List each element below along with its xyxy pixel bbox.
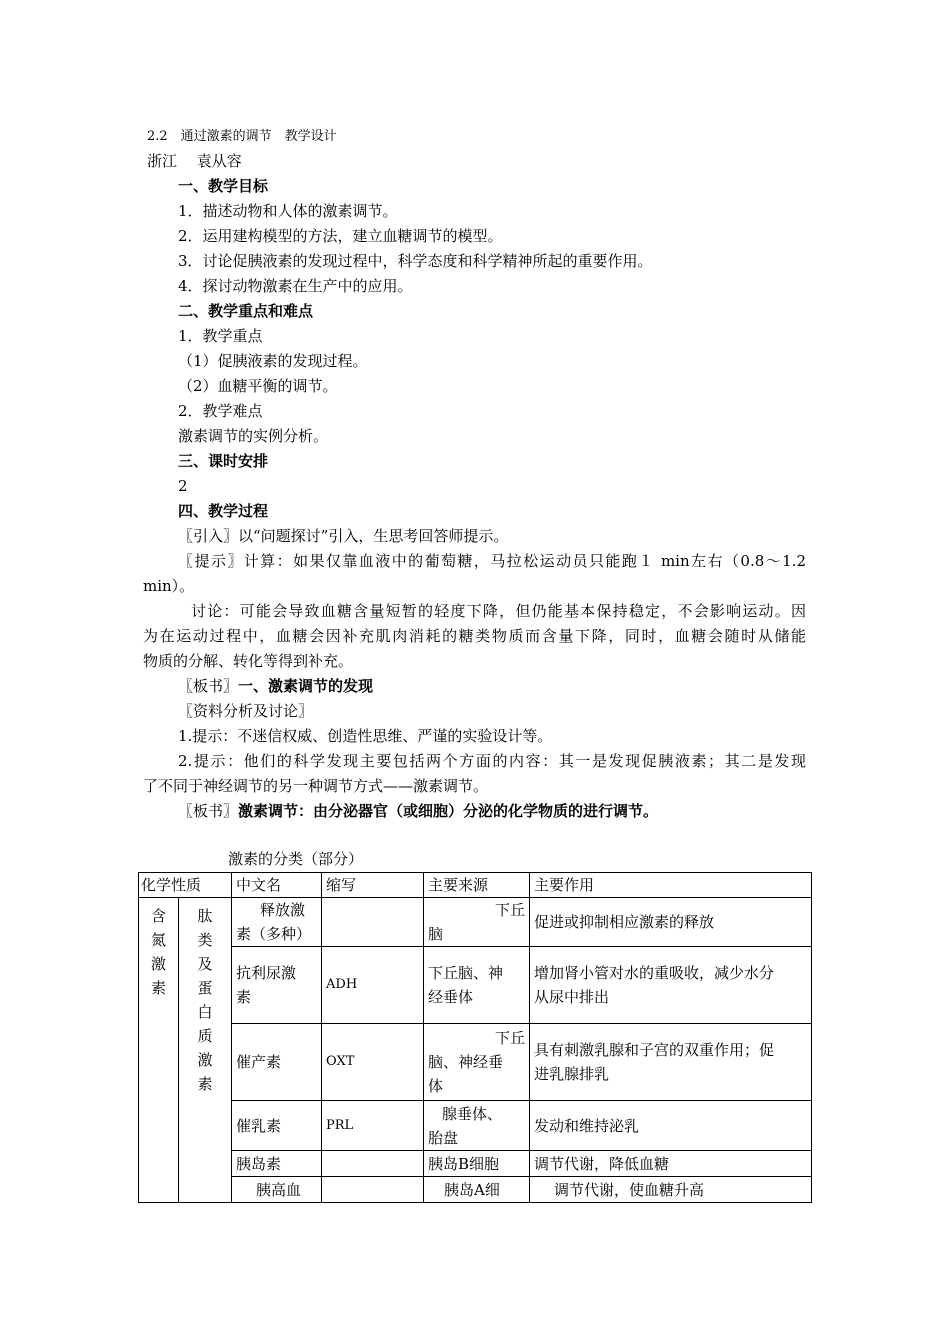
function-cell: 调节代谢，使血糖升高 (530, 1177, 812, 1203)
abbr-cell: PRL (322, 1101, 424, 1151)
goals-heading: 一、教学目标 (178, 177, 269, 195)
function-cell: 调节代谢，降低血糖 (530, 1151, 812, 1177)
hormone-table (138, 872, 812, 1203)
discuss-line: 讨论：可能会导致血糖含量短暂的轻度下降，但仍能基本保持稳定，不会影响运动。因 (191, 602, 806, 620)
group-cell-nitrogen: 含 氮 激 素 (139, 898, 179, 1203)
board-text: 激素调节：由分泌器官（或细胞）分泌的化学物质的进行调节。 (238, 802, 659, 820)
header-cell: 主要作用 (530, 873, 812, 898)
table-header-row (139, 873, 812, 898)
board-tag: 〖板书〗 (178, 802, 239, 820)
key-item: （1）促胰液素的发现过程。 (178, 352, 368, 370)
hint-line: min）。 (143, 577, 195, 595)
table-row (139, 1177, 812, 1203)
function-cell: 具有刺激乳腺和子宫的双重作用；促 进乳腺排乳 (530, 1024, 812, 1101)
tip-line: 1.提示：不迷信权威、创造性思维、严谨的实验设计等。 (178, 727, 553, 745)
source-cell: 下丘 脑 (424, 898, 530, 947)
discuss-line: 物质的分解、转化等得到补充。 (143, 652, 354, 670)
abbr-cell (322, 898, 424, 947)
goal-item: 4．探讨动物激素在生产中的应用。 (178, 277, 413, 295)
name-cell: 催乳素 (232, 1101, 322, 1151)
board-line (178, 675, 373, 697)
hint-line: 〖提示〗计算：如果仅靠血液中的葡萄糖，马拉松运动员只能跑１ min左右（0.8～1.2 (178, 552, 806, 570)
name-cell: 释放激 素（多种） (232, 898, 322, 947)
tip-line: 了不同于神经调节的另一种调节方式——激素调节。 (143, 777, 489, 795)
key-heading: 二、教学重点和难点 (178, 302, 314, 320)
function-cell: 促进或抑制相应激素的释放 (530, 898, 812, 947)
source-cell: 腺垂体、 胎盘 (424, 1101, 530, 1151)
name-cell: 抗利尿激 素 (232, 947, 322, 1024)
key-item: 激素调节的实例分析。 (178, 427, 329, 445)
table-row (139, 1024, 812, 1101)
header-cell: 缩写 (322, 873, 424, 898)
intro-paragraph: 〖引入〗以“问题探讨”引入，生思考回答师提示。 (178, 527, 509, 545)
source-cell: 下丘 脑、神经垂 体 (424, 1024, 530, 1101)
key-sub: 1．教学重点 (178, 327, 263, 345)
header-cell: 化学性质 (139, 873, 232, 898)
function-cell: 发动和维持泌乳 (530, 1101, 812, 1151)
table-caption: 激素的分类（部分） (228, 850, 364, 868)
name-cell: 胰高血 (232, 1177, 322, 1203)
process-heading: 四、教学过程 (178, 502, 269, 520)
hours-heading: 三、课时安排 (178, 452, 269, 470)
abbr-cell (322, 1177, 424, 1203)
function-cell: 增加肾小管对水的重吸收，减少水分 从尿中排出 (530, 947, 812, 1024)
header-cell: 主要来源 (424, 873, 530, 898)
board-text: 一、激素调节的发现 (238, 677, 374, 695)
board-tag: 〖板书〗 (178, 677, 239, 695)
data-analysis-label: 〖资料分析及讨论〗 (178, 702, 314, 720)
name-cell: 胰岛素 (232, 1151, 322, 1177)
abbr-cell (322, 1151, 424, 1177)
table-row (139, 1151, 812, 1177)
abbr-cell: OXT (322, 1024, 424, 1101)
goal-item: 1．描述动物和人体的激素调节。 (178, 202, 398, 220)
goal-item: 3．讨论促胰液素的发现过程中，科学态度和科学精神所起的重要作用。 (178, 252, 653, 270)
source-cell: 胰岛A细 (424, 1177, 530, 1203)
abbr-cell: ADH (322, 947, 424, 1024)
tip-line: 2.提示：他们的科学发现主要包括两个方面的内容：其一是发现促胰液素；其二是发现 (178, 752, 806, 770)
board-line (178, 800, 658, 822)
discuss-line: 为在运动过程中，血糖会因补充肌肉消耗的糖类物质而含量下降，同时，血糖会随时从储能 (143, 627, 806, 645)
name-cell: 催产素 (232, 1024, 322, 1101)
source-cell: 胰岛B细胞 (424, 1151, 530, 1177)
table-row (139, 947, 812, 1024)
author: 浙江 袁从容 (147, 152, 242, 170)
key-item: （2）血糖平衡的调节。 (178, 377, 338, 395)
table-row (139, 1101, 812, 1151)
goal-item: 2．运用建构模型的方法，建立血糖调节的模型。 (178, 227, 503, 245)
header-cell: 中文名 (232, 873, 322, 898)
table-row (139, 898, 812, 947)
group-cell-peptide: 肽 类 及 蛋 白 质 激 素 (179, 898, 232, 1203)
key-sub: 2．教学难点 (178, 402, 263, 420)
source-cell: 下丘脑、神 经垂体 (424, 947, 530, 1024)
hours-value: 2 (178, 477, 188, 495)
doc-title: 2.2 通过激素的调节 教学设计 (147, 129, 337, 144)
